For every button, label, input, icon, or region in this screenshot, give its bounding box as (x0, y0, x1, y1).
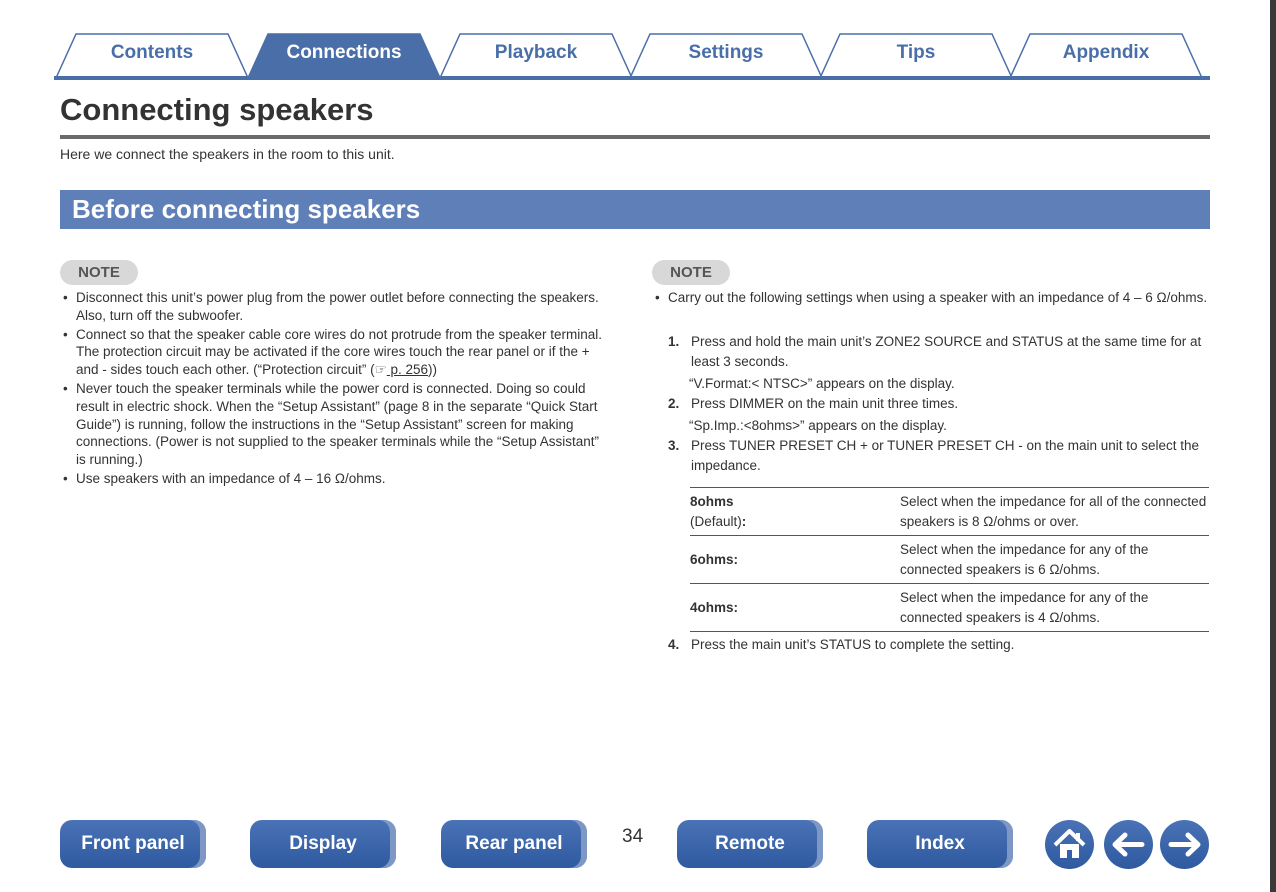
table-cell-desc: Select when the impedance for any of the connected speakers is 6 Ω/ohms. (900, 536, 1209, 584)
section-banner (60, 190, 1210, 229)
table-row (690, 584, 1209, 632)
tab-connections-label: Connections (286, 42, 402, 63)
step-item: 3. Press TUNER PRESET CH + or TUNER PRESET CH - on the main unit to select the impedance. (668, 438, 1200, 473)
note-badge-left: NOTE (60, 260, 138, 285)
step-item: 2. Press DIMMER on the main unit three times. “Sp.Imp.:<8ohms>” appears on the display. (668, 396, 959, 433)
table-cell-option: 6ohms: (690, 536, 900, 584)
list-item: • Connect so that the speaker cable core wires do not protrude from the speaker terminal. The protection circuit may be activated if the core wires touch the rear panel or if the + and - sides touch each other. (“Protection circuit” (☞ p. 256)) (60, 326, 610, 379)
remote-button[interactable]: Remote (677, 820, 823, 868)
display-button[interactable]: Display (250, 820, 396, 868)
impedance-table (690, 487, 1209, 632)
tab-contents-label: Contents (110, 42, 194, 63)
page-number: 34 (622, 826, 644, 847)
table-cell-option: 8ohms (Default): (690, 488, 900, 536)
settings-steps (668, 332, 1208, 476)
title-rule (60, 135, 1210, 139)
tab-baseline (54, 76, 1210, 80)
home-icon (1045, 820, 1094, 869)
table-row (690, 488, 1209, 536)
table-cell-desc: Select when the impedance for any of the connected speakers is 4 Ω/ohms. (900, 584, 1209, 632)
table-cell-desc: Select when the impedance for all of the connected speakers is 8 Ω/ohms or over. (900, 488, 1209, 536)
home-button[interactable] (1045, 820, 1094, 869)
tab-appendix-label: Appendix (1062, 42, 1150, 63)
list-item: • Never touch the speaker terminals while the power cord is connected. Doing so could result in electric shock. When the “Setup Assistant” (page 8 in the separate “Quick Start Guide”) is running, follow the instructions in the “Setup Assistant” screen for making connections. (Power is not supplied to the speaker terminals while the “Setup Assistant” is running.) (60, 380, 610, 469)
table-row (690, 536, 1209, 584)
tab-tips-label: Tips (896, 42, 936, 63)
step-item: 1. Press and hold the main unit’s ZONE2 SOURCE and STATUS at the same time for at least 3 seconds. “V.Format:< NTSC>” appears on the display. (668, 334, 1202, 391)
section-title: Before connecting speakers (72, 194, 421, 224)
page-title: Connecting speakers (60, 92, 374, 127)
index-button[interactable]: Index (867, 820, 1013, 868)
page-link[interactable]: p. 256 (386, 362, 429, 378)
list-item: • Use speakers with an impedance of 4 – 16 Ω/ohms. (60, 470, 610, 488)
rear-panel-button[interactable]: Rear panel (441, 820, 587, 868)
tab-settings[interactable] (628, 32, 824, 78)
reference-hand-icon: ☞ (374, 362, 387, 378)
chapter-tabs (54, 32, 1210, 80)
forward-button[interactable] (1160, 820, 1209, 869)
left-note-list (60, 289, 610, 489)
tab-settings-label: Settings (688, 42, 764, 63)
table-cell-option: 4ohms: (690, 584, 900, 632)
arrow-left-icon (1104, 820, 1153, 869)
note-badge-right: NOTE (652, 260, 730, 285)
page-intro: Here we connect the speakers in the room to this unit. (60, 146, 395, 162)
right-note-list (652, 289, 1208, 308)
tab-playback-label: Playback (494, 42, 578, 63)
arrow-right-icon (1160, 820, 1209, 869)
step-item: 4. Press the main unit’s STATUS to complete the setting. (668, 637, 1015, 652)
tab-contents[interactable] (54, 32, 250, 78)
front-panel-button[interactable]: Front panel (60, 820, 206, 868)
tab-playback[interactable] (438, 32, 634, 78)
list-item: • Carry out the following settings when using a speaker with an impedance of 4 – 6 Ω/ohms. (652, 289, 1208, 307)
tab-connections[interactable] (246, 32, 442, 78)
tab-tips[interactable] (818, 32, 1014, 78)
list-item: • Disconnect this unit’s power plug from the power outlet before connecting the speakers. Also, turn off the subwoofer. (60, 289, 610, 325)
right-edge-bar (1270, 0, 1276, 892)
tab-appendix[interactable] (1008, 32, 1204, 78)
back-button[interactable] (1104, 820, 1153, 869)
